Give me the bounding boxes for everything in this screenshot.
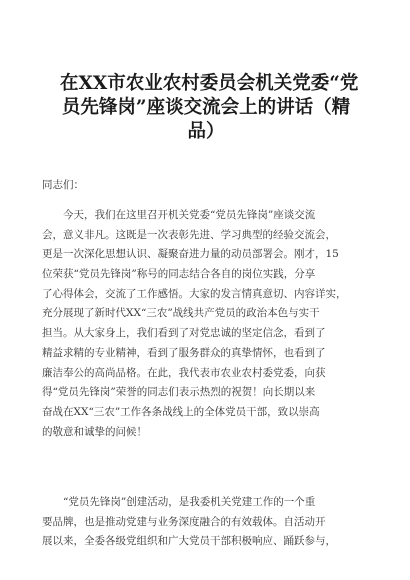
text-line: 充分展现了新时代XX“三农”战线共产党员的政治本色与实干 — [42, 307, 320, 320]
text-line: 今天，我们在这里召开机关党委“党员先锋岗”座谈交流 — [42, 209, 316, 221]
text-line: 精益求精的专业精神，看到了服务群众的真挚情怀，也看到了 — [42, 346, 326, 359]
body-paragraph — [42, 206, 372, 442]
text-line: 了心得体会，交流了工作感悟。大家的发言情真意切、内容详实， — [42, 287, 347, 300]
text-line: 会，意义非凡。这既是一次表彰先进、学习典型的经验交流会， — [42, 228, 336, 241]
title-line: 在XX市农业农村委员会机关党委“党 — [60, 73, 359, 94]
text-line: “党员先锋岗”创建活动，是我委机关党建工作的一个重 — [42, 496, 316, 508]
text-line: 更是一次深化思想认识、凝聚奋进力量的动员部署会。刚才，15 — [42, 248, 339, 261]
text-line: 担当。从大家身上，我们看到了对党忠诚的坚定信念，看到了 — [42, 327, 326, 340]
document-title — [60, 72, 359, 144]
text-line: 廉洁奉公的高尚品格。在此，我代表市农业农村委党委，向获 — [42, 366, 326, 379]
text-line: 位荣获“党员先锋岗”称号的同志结合各自的岗位实践，分享 — [42, 268, 316, 281]
salutation: 同志们： — [42, 179, 84, 191]
title-line: 员先锋岗”座谈交流会上的讲话（精 — [61, 97, 351, 118]
text-line: 的敬意和诚挚的问候！ — [42, 425, 147, 438]
text-line: 要品牌，也是推动党建与业务深度融合的有效载体。自活动开 — [42, 515, 326, 528]
body-paragraph — [42, 493, 372, 552]
title-line: 品） — [187, 121, 225, 142]
text-line: 展以来，全委各级党组织和广大党员干部积极响应、踊跃参与， — [42, 535, 336, 548]
text-line: 得“党员先锋岗”荣誉的同志们表示热烈的祝贺！向长期以来 — [42, 386, 316, 399]
text-line: 奋战在XX“三农”工作各条战线上的全体党员干部，致以崇高 — [42, 405, 320, 418]
